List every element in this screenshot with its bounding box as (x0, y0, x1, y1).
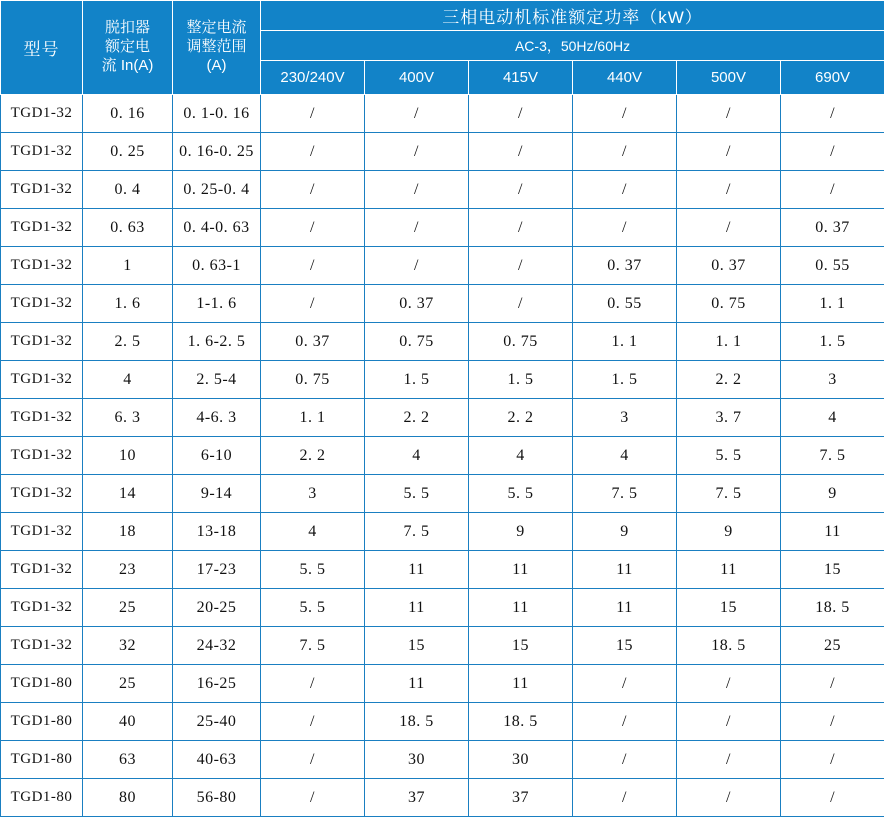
cell-adjust-range: 17-23 (173, 551, 261, 589)
cell-power-230/240V: / (261, 95, 365, 133)
cell-power-400V: / (365, 95, 469, 133)
table-header (1, 1, 884, 95)
cell-power-415V: 11 (469, 589, 573, 627)
cell-adjust-range: 40-63 (173, 741, 261, 779)
cell-adjust-range: 20-25 (173, 589, 261, 627)
table-row (1, 285, 884, 323)
cell-power-415V: / (469, 171, 573, 209)
cell-power-230/240V: 5. 5 (261, 589, 365, 627)
cell-power-690V: 1. 1 (781, 285, 884, 323)
cell-power-500V: / (677, 95, 781, 133)
cell-power-415V: 18. 5 (469, 703, 573, 741)
cell-power-500V: / (677, 741, 781, 779)
cell-power-440V: 11 (573, 551, 677, 589)
cell-rated-current: 14 (83, 475, 173, 513)
table-row (1, 513, 884, 551)
cell-power-400V: 7. 5 (365, 513, 469, 551)
cell-power-690V: 25 (781, 627, 884, 665)
cell-power-690V: 3 (781, 361, 884, 399)
table-row (1, 703, 884, 741)
header-voltage-440: 440V (573, 61, 677, 95)
table-body (1, 95, 884, 817)
cell-power-440V: / (573, 171, 677, 209)
header-adjust-range (173, 1, 261, 95)
header-voltage-690: 690V (781, 61, 884, 95)
cell-rated-current: 25 (83, 665, 173, 703)
cell-power-500V: 18. 5 (677, 627, 781, 665)
cell-rated-current: 0. 25 (83, 133, 173, 171)
cell-power-690V: 4 (781, 399, 884, 437)
cell-adjust-range: 0. 25-0. 4 (173, 171, 261, 209)
header-voltage-500: 500V (677, 61, 781, 95)
table-row (1, 437, 884, 475)
cell-power-400V: 15 (365, 627, 469, 665)
cell-power-415V: / (469, 247, 573, 285)
cell-power-400V: 5. 5 (365, 475, 469, 513)
cell-power-500V: 2. 2 (677, 361, 781, 399)
table-row (1, 361, 884, 399)
cell-power-690V: / (781, 665, 884, 703)
cell-power-440V: 11 (573, 589, 677, 627)
cell-rated-current: 23 (83, 551, 173, 589)
cell-model: TGD1-32 (1, 551, 83, 589)
cell-power-230/240V: / (261, 741, 365, 779)
table-row (1, 247, 884, 285)
cell-adjust-range: 0. 4-0. 63 (173, 209, 261, 247)
cell-model: TGD1-32 (1, 323, 83, 361)
cell-power-440V: / (573, 665, 677, 703)
table-row (1, 475, 884, 513)
cell-power-690V: 9 (781, 475, 884, 513)
cell-power-690V: / (781, 133, 884, 171)
cell-power-440V: / (573, 209, 677, 247)
cell-power-440V: 1. 5 (573, 361, 677, 399)
cell-power-500V: / (677, 779, 781, 817)
cell-power-400V: 1. 5 (365, 361, 469, 399)
cell-power-500V: 9 (677, 513, 781, 551)
cell-rated-current: 0. 63 (83, 209, 173, 247)
cell-power-500V: / (677, 133, 781, 171)
cell-power-230/240V: / (261, 171, 365, 209)
cell-adjust-range: 0. 63-1 (173, 247, 261, 285)
cell-model: TGD1-32 (1, 209, 83, 247)
cell-power-400V: 0. 37 (365, 285, 469, 323)
cell-power-415V: / (469, 209, 573, 247)
header-voltage-230-240: 230/240V (261, 61, 365, 95)
table-row (1, 627, 884, 665)
cell-power-690V: 0. 37 (781, 209, 884, 247)
cell-power-440V: / (573, 703, 677, 741)
cell-power-690V: / (781, 779, 884, 817)
table-row (1, 399, 884, 437)
cell-power-230/240V: / (261, 247, 365, 285)
header-rated-current-line1: 脱扣器 (87, 19, 168, 38)
table-row (1, 551, 884, 589)
cell-power-415V: / (469, 285, 573, 323)
cell-power-400V: 37 (365, 779, 469, 817)
cell-model: TGD1-80 (1, 703, 83, 741)
cell-power-440V: 3 (573, 399, 677, 437)
cell-power-400V: 30 (365, 741, 469, 779)
cell-model: TGD1-32 (1, 95, 83, 133)
cell-power-440V: / (573, 779, 677, 817)
cell-power-230/240V: / (261, 209, 365, 247)
table-row (1, 741, 884, 779)
cell-power-400V: / (365, 247, 469, 285)
cell-power-500V: / (677, 209, 781, 247)
cell-power-400V: 4 (365, 437, 469, 475)
header-rated-current-line2: 额定电 (87, 38, 168, 57)
cell-power-400V: 11 (365, 665, 469, 703)
cell-power-415V: 4 (469, 437, 573, 475)
cell-rated-current: 32 (83, 627, 173, 665)
cell-power-400V: / (365, 209, 469, 247)
cell-power-440V: / (573, 741, 677, 779)
cell-power-230/240V: 4 (261, 513, 365, 551)
cell-power-230/240V: / (261, 779, 365, 817)
cell-model: TGD1-32 (1, 627, 83, 665)
cell-power-230/240V: 0. 75 (261, 361, 365, 399)
cell-power-500V: 15 (677, 589, 781, 627)
header-adjust-range-line2: 调整范围 (177, 38, 256, 57)
cell-model: TGD1-32 (1, 285, 83, 323)
cell-power-690V: / (781, 95, 884, 133)
cell-power-400V: / (365, 171, 469, 209)
cell-model: TGD1-32 (1, 589, 83, 627)
cell-model: TGD1-32 (1, 133, 83, 171)
cell-power-415V: 9 (469, 513, 573, 551)
cell-adjust-range: 1. 6-2. 5 (173, 323, 261, 361)
cell-power-400V: 0. 75 (365, 323, 469, 361)
cell-rated-current: 2. 5 (83, 323, 173, 361)
cell-power-400V: 11 (365, 589, 469, 627)
header-voltage-415: 415V (469, 61, 573, 95)
cell-power-500V: / (677, 703, 781, 741)
cell-power-230/240V: 0. 37 (261, 323, 365, 361)
cell-rated-current: 0. 4 (83, 171, 173, 209)
cell-power-500V: / (677, 171, 781, 209)
table-row (1, 779, 884, 817)
cell-power-440V: / (573, 133, 677, 171)
cell-power-400V: 2. 2 (365, 399, 469, 437)
cell-model: TGD1-32 (1, 361, 83, 399)
cell-power-230/240V: 5. 5 (261, 551, 365, 589)
table-row (1, 209, 884, 247)
cell-model: TGD1-80 (1, 779, 83, 817)
header-rated-current (83, 1, 173, 95)
table-row (1, 589, 884, 627)
cell-power-690V: / (781, 703, 884, 741)
cell-power-415V: / (469, 95, 573, 133)
cell-power-415V: 15 (469, 627, 573, 665)
cell-rated-current: 18 (83, 513, 173, 551)
cell-power-415V: 11 (469, 665, 573, 703)
cell-power-500V: 1. 1 (677, 323, 781, 361)
cell-rated-current: 25 (83, 589, 173, 627)
cell-power-690V: / (781, 741, 884, 779)
cell-rated-current: 4 (83, 361, 173, 399)
cell-adjust-range: 0. 1-0. 16 (173, 95, 261, 133)
cell-power-500V: 3. 7 (677, 399, 781, 437)
cell-power-440V: 15 (573, 627, 677, 665)
cell-adjust-range: 25-40 (173, 703, 261, 741)
cell-adjust-range: 4-6. 3 (173, 399, 261, 437)
cell-power-690V: 7. 5 (781, 437, 884, 475)
table-row (1, 665, 884, 703)
cell-power-415V: 5. 5 (469, 475, 573, 513)
cell-adjust-range: 1-1. 6 (173, 285, 261, 323)
header-group-title: 三相电动机标准额定功率（kW） (261, 1, 884, 31)
cell-power-690V: 0. 55 (781, 247, 884, 285)
cell-power-230/240V: 7. 5 (261, 627, 365, 665)
cell-power-690V: 18. 5 (781, 589, 884, 627)
cell-power-440V: / (573, 95, 677, 133)
cell-model: TGD1-32 (1, 437, 83, 475)
cell-power-400V: / (365, 133, 469, 171)
table-row (1, 323, 884, 361)
table-row (1, 95, 884, 133)
table-row (1, 133, 884, 171)
cell-power-400V: 18. 5 (365, 703, 469, 741)
cell-power-500V: 11 (677, 551, 781, 589)
cell-power-415V: 37 (469, 779, 573, 817)
cell-model: TGD1-32 (1, 475, 83, 513)
cell-model: TGD1-32 (1, 399, 83, 437)
cell-model: TGD1-80 (1, 665, 83, 703)
cell-power-230/240V: / (261, 285, 365, 323)
cell-power-500V: / (677, 665, 781, 703)
header-voltage-400: 400V (365, 61, 469, 95)
cell-rated-current: 63 (83, 741, 173, 779)
cell-rated-current: 10 (83, 437, 173, 475)
header-adjust-range-line1: 整定电流 (177, 19, 256, 38)
cell-power-440V: 7. 5 (573, 475, 677, 513)
header-rated-current-line3: 流 In(A) (87, 57, 168, 76)
cell-power-690V: / (781, 171, 884, 209)
cell-model: TGD1-32 (1, 247, 83, 285)
cell-rated-current: 1 (83, 247, 173, 285)
cell-power-440V: 0. 37 (573, 247, 677, 285)
cell-power-400V: 11 (365, 551, 469, 589)
cell-power-690V: 15 (781, 551, 884, 589)
cell-power-230/240V: 2. 2 (261, 437, 365, 475)
cell-power-415V: 1. 5 (469, 361, 573, 399)
cell-adjust-range: 9-14 (173, 475, 261, 513)
cell-power-415V: / (469, 133, 573, 171)
cell-rated-current: 6. 3 (83, 399, 173, 437)
cell-adjust-range: 56-80 (173, 779, 261, 817)
cell-model: TGD1-80 (1, 741, 83, 779)
cell-power-230/240V: / (261, 703, 365, 741)
cell-adjust-range: 0. 16-0. 25 (173, 133, 261, 171)
cell-rated-current: 0. 16 (83, 95, 173, 133)
cell-adjust-range: 2. 5-4 (173, 361, 261, 399)
cell-rated-current: 80 (83, 779, 173, 817)
cell-power-230/240V: / (261, 133, 365, 171)
cell-power-415V: 2. 2 (469, 399, 573, 437)
cell-adjust-range: 6-10 (173, 437, 261, 475)
cell-power-500V: 0. 37 (677, 247, 781, 285)
cell-adjust-range: 24-32 (173, 627, 261, 665)
cell-power-440V: 9 (573, 513, 677, 551)
cell-power-230/240V: / (261, 665, 365, 703)
cell-power-500V: 0. 75 (677, 285, 781, 323)
header-group-subtitle: AC-3，50Hz/60Hz (261, 31, 884, 61)
cell-power-415V: 11 (469, 551, 573, 589)
table-row (1, 171, 884, 209)
cell-rated-current: 40 (83, 703, 173, 741)
cell-rated-current: 1. 6 (83, 285, 173, 323)
header-row-1 (1, 1, 884, 31)
cell-model: TGD1-32 (1, 513, 83, 551)
cell-power-690V: 11 (781, 513, 884, 551)
cell-power-440V: 1. 1 (573, 323, 677, 361)
cell-power-230/240V: 3 (261, 475, 365, 513)
cell-power-415V: 30 (469, 741, 573, 779)
header-model: 型号 (1, 1, 83, 95)
cell-model: TGD1-32 (1, 171, 83, 209)
cell-power-230/240V: 1. 1 (261, 399, 365, 437)
cell-power-500V: 7. 5 (677, 475, 781, 513)
cell-power-690V: 1. 5 (781, 323, 884, 361)
cell-adjust-range: 16-25 (173, 665, 261, 703)
header-adjust-range-line3: (A) (177, 57, 256, 76)
cell-power-440V: 0. 55 (573, 285, 677, 323)
cell-power-500V: 5. 5 (677, 437, 781, 475)
cell-adjust-range: 13-18 (173, 513, 261, 551)
cell-power-415V: 0. 75 (469, 323, 573, 361)
cell-power-440V: 4 (573, 437, 677, 475)
